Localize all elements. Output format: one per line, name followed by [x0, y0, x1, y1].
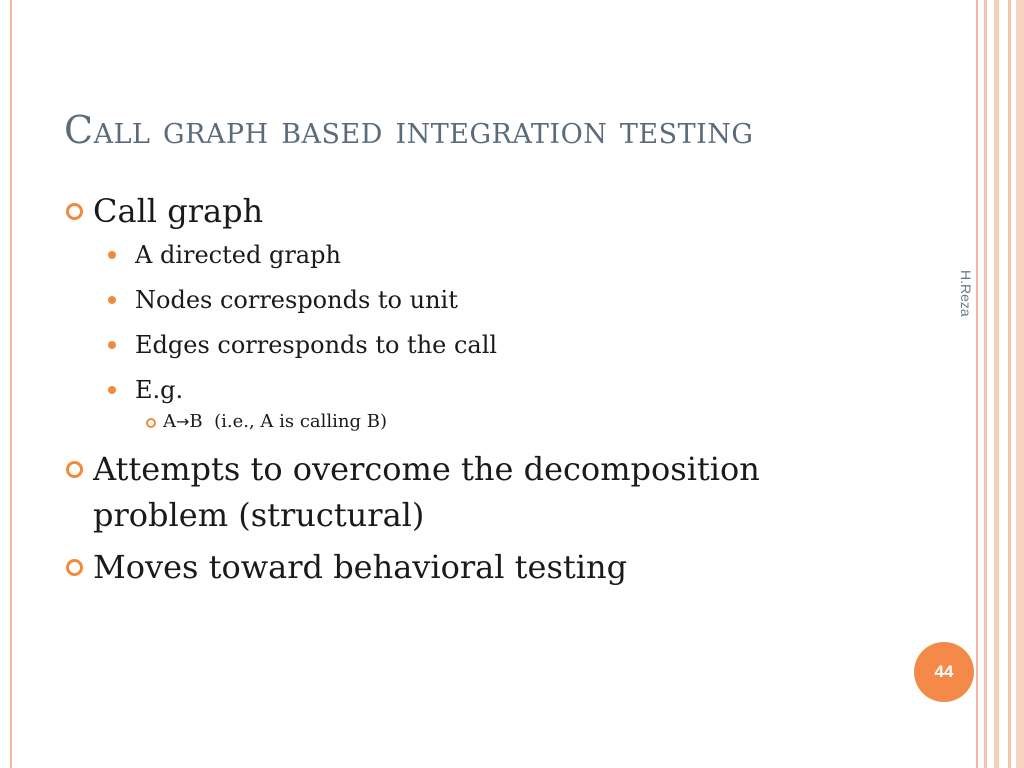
filled-dot-bullet-icon	[108, 386, 116, 394]
right-arrow-icon: →	[176, 412, 190, 431]
bullet-text: Moves toward behavioral testing	[93, 548, 628, 586]
hollow-circle-bullet-icon	[66, 461, 83, 478]
sub-bullet-item	[64, 375, 864, 405]
sub-bullet-item	[64, 330, 864, 360]
bullet-item	[64, 446, 864, 538]
sub-bullet-text: A directed graph	[135, 241, 341, 269]
slide-body	[64, 188, 864, 596]
page-number: 44	[934, 662, 954, 681]
filled-dot-bullet-icon	[108, 341, 116, 349]
frame-line-left	[10, 0, 12, 768]
slide-title: Call graph based integration testing	[64, 108, 754, 152]
sub-sub-bullet-item	[64, 410, 864, 434]
example-to: B	[189, 411, 203, 432]
sub-bullet-list	[64, 240, 864, 434]
frame-line-right	[984, 0, 987, 768]
frame-line-right	[976, 0, 978, 768]
bullet-text: Call graph	[93, 192, 264, 230]
filled-dot-bullet-icon	[108, 251, 116, 259]
sub-bullet-item	[64, 240, 864, 270]
bullet-item	[64, 544, 864, 590]
hollow-circle-bullet-icon	[66, 559, 83, 576]
frame-line-right	[994, 0, 999, 768]
frame-line-right	[1008, 0, 1011, 768]
example-from: A	[163, 411, 176, 432]
sub-bullet-text: Nodes corresponds to unit	[135, 286, 458, 314]
hollow-circle-bullet-icon	[66, 203, 83, 220]
sub-bullet-text: Edges corresponds to the call	[135, 331, 498, 359]
example-note: (i.e., A is calling B)	[214, 411, 388, 432]
author-label: H.Reza	[958, 270, 974, 317]
small-hollow-circle-bullet-icon	[146, 418, 156, 428]
page-number-badge	[914, 642, 974, 702]
bullet-text: Attempts to overcome the decomposition problem (structural)	[93, 450, 760, 534]
sub-bullet-text: E.g.	[135, 376, 184, 404]
bullet-item	[64, 188, 864, 234]
frame-line-right	[1016, 0, 1024, 768]
filled-dot-bullet-icon	[108, 296, 116, 304]
sub-bullet-item	[64, 285, 864, 315]
